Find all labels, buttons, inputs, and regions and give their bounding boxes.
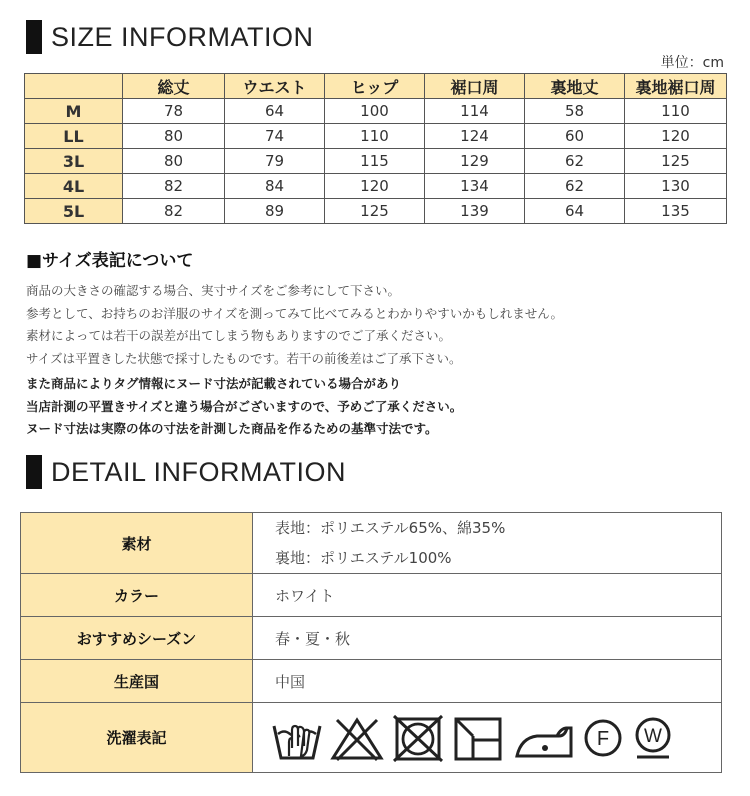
table-cell: 135 xyxy=(625,199,727,224)
size-table-header-row xyxy=(25,74,727,99)
care-icons xyxy=(271,714,721,762)
size-info-title: SIZE INFORMATION xyxy=(51,21,314,52)
table-cell: 79 xyxy=(225,149,325,174)
size-label: 5L xyxy=(25,199,123,224)
col-header xyxy=(25,74,123,99)
col-header: 裾口周 xyxy=(425,74,525,99)
col-header: ヒップ xyxy=(325,74,425,99)
header-bar xyxy=(26,20,42,54)
wet-clean-w-icon xyxy=(631,714,675,762)
detail-info-title: DETAIL INFORMATION xyxy=(51,456,347,487)
detail-value xyxy=(253,513,722,574)
table-cell: 78 xyxy=(123,99,225,124)
note-bold-line: また商品によりタグ情報にヌード寸法が記載されている場合があり xyxy=(26,376,402,391)
table-cell: 120 xyxy=(325,174,425,199)
no-bleach-icon xyxy=(329,714,385,762)
svg-text:W: W xyxy=(644,725,662,747)
table-cell: 60 xyxy=(525,124,625,149)
table-cell: 110 xyxy=(325,124,425,149)
table-cell: 58 xyxy=(525,99,625,124)
size-label: M xyxy=(25,99,123,124)
table-cell: 80 xyxy=(123,124,225,149)
table-cell: 115 xyxy=(325,149,425,174)
detail-label: 洗濯表記 xyxy=(21,703,253,773)
table-cell: 64 xyxy=(525,199,625,224)
table-row xyxy=(25,124,727,149)
size-label: 4L xyxy=(25,174,123,199)
table-cell: 62 xyxy=(525,149,625,174)
table-cell: 100 xyxy=(325,99,425,124)
table-cell: 74 xyxy=(225,124,325,149)
table-cell: 124 xyxy=(425,124,525,149)
col-header: ウエスト xyxy=(225,74,325,99)
table-cell: 129 xyxy=(425,149,525,174)
table-cell: 130 xyxy=(625,174,727,199)
note-bold-line: ヌード寸法は実際の体の寸法を計測した商品を作るための基準寸法です。 xyxy=(26,421,438,436)
svg-text:F: F xyxy=(596,727,610,750)
table-cell: 125 xyxy=(325,199,425,224)
iron-low-icon xyxy=(511,714,575,762)
col-header: 裏地裾口周 xyxy=(625,74,727,99)
detail-table xyxy=(20,512,722,773)
table-cell: 89 xyxy=(225,199,325,224)
size-notes-title: ■サイズ表記について xyxy=(26,251,194,271)
table-cell: 120 xyxy=(625,124,727,149)
material-outer: 表地：ポリエステル65%、綿35% xyxy=(275,519,506,537)
detail-row-origin xyxy=(21,660,722,703)
note-line: 参考として、お持ちのお洋服のサイズを測ってみて比べてみるとわかりやすいかもしれません。 xyxy=(26,305,564,321)
note-line: 素材によっては若干の誤差が出てしまう物もありますのでご了承ください。 xyxy=(26,328,452,343)
detail-value: 春・夏・秋 xyxy=(253,617,722,660)
size-table xyxy=(24,73,727,224)
detail-label: 素材 xyxy=(21,513,253,574)
table-cell: 139 xyxy=(425,199,525,224)
size-notes-bold xyxy=(26,373,462,441)
line-dry-shade-icon xyxy=(451,714,505,762)
note-line: 商品の大きさの確認する場合、実寸サイズをご参考にして下さい。 xyxy=(26,283,401,298)
table-cell: 125 xyxy=(625,149,727,174)
size-label: 3L xyxy=(25,149,123,174)
detail-row-care xyxy=(21,703,722,773)
detail-value: 中国 xyxy=(253,660,722,703)
table-cell: 114 xyxy=(425,99,525,124)
table-cell: 134 xyxy=(425,174,525,199)
table-cell: 64 xyxy=(225,99,325,124)
table-cell: 82 xyxy=(123,174,225,199)
header-bar xyxy=(26,455,42,489)
size-label: LL xyxy=(25,124,123,149)
note-bold-line: 当店計測の平置きサイズと違う場合がございますので、予めご了承ください。 xyxy=(26,398,463,414)
table-row xyxy=(25,99,727,124)
table-cell: 84 xyxy=(225,174,325,199)
table-row xyxy=(25,199,727,224)
table-cell: 62 xyxy=(525,174,625,199)
table-cell: 82 xyxy=(123,199,225,224)
col-header: 裏地丈 xyxy=(525,74,625,99)
hand-wash-icon xyxy=(271,714,323,762)
detail-info-header xyxy=(26,455,346,489)
material-lining: 裏地：ポリエステル100% xyxy=(275,549,452,567)
detail-value xyxy=(253,703,722,773)
size-info-header xyxy=(26,20,314,54)
detail-label: 生産国 xyxy=(21,660,253,703)
table-row xyxy=(25,149,727,174)
table-cell: 110 xyxy=(625,99,727,124)
detail-label: カラー xyxy=(21,574,253,617)
size-notes xyxy=(26,280,563,370)
detail-label: おすすめシーズン xyxy=(21,617,253,660)
col-header: 総丈 xyxy=(123,74,225,99)
table-cell: 80 xyxy=(123,149,225,174)
detail-row-season xyxy=(21,617,722,660)
unit-label: 単位：cm xyxy=(660,55,724,71)
dry-clean-f-icon xyxy=(581,714,625,762)
note-line: サイズは平置きした状態で採寸したものです。若干の前後差はご了承下さい。 xyxy=(26,350,462,366)
detail-row-material xyxy=(21,513,722,574)
detail-row-color xyxy=(21,574,722,617)
detail-value: ホワイト xyxy=(253,574,722,617)
no-tumble-dry-icon xyxy=(391,714,445,762)
table-row xyxy=(25,174,727,199)
